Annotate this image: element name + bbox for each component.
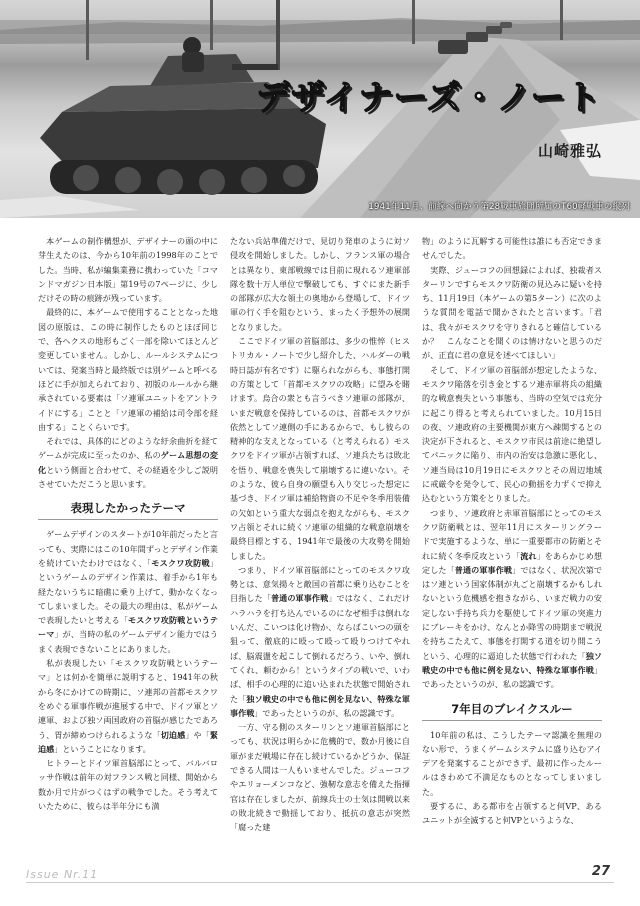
issue-number: Issue Nr.11	[26, 868, 99, 881]
paragraph: 実際、ジューコフの回想録によれば、独裁者スターリンですらモスクワ防衛の見込みに疑いを持ち、11月19日（本ゲームの第5ターン）に次のような質問を電話で聞かされたと言います。「君は、我々がモスクワを守りきれると確信しているか？ こんなことを聞くのは情けないと思うのだが、正直に君の意見を述べてほしい」	[422, 264, 602, 361]
column-3	[422, 234, 602, 862]
paragraph: つまり、ドイツ軍首脳部にとってのモスクワ攻勢とは、意気揚々と敵国の首都に乗り込むことを目指した「普通の軍事作戦」ではなく、これだけハラハラを打ち込んでいるのになぜ相手は倒れないんだ、こいつは化け物か、ならばこいつの頭を狙って、徹底的に殴って殴って殴りつけてやれば、脳震盪を起こして倒れるだろう、いや、倒れてくれ、頼むから！というタイプの戦いで、いわば、相手の心理的に追い込まれた状態で開始された「独ソ戦史の中でも他に例を見ない、特殊な軍事作戦」であったというのが、私の認識です。	[230, 564, 410, 718]
paragraph: ヒトラーとドイツ軍首脳部にとって、バルバロッサ作戦は前年の対フランス戦と同様、開始から数か月で片がつくはずの戦争でした。そう考えていたために、彼らは半年分にも満	[38, 758, 218, 811]
paragraph: 一方、守る側のスターリンとソ連軍首脳部にとっても、状況は明らかに危機的で、数か月後に自軍がまだ戦場に存在し続けているかどうか、保証できる人間は一人もいませんでした。ジューコフやエリョーメンコなど、強靭な意志を備えた指揮官は存在しましたが、前線兵士の士気は開戦以来の敗北続きで動揺しており、抵抗の意志が突然「腐った建	[230, 722, 410, 833]
section-heading: 表現したかったテーマ	[38, 497, 218, 520]
paragraph: そして、ドイツ軍の首脳部が想定したような、モスクワ陥落を引き金とするソ連赤軍将兵の組織的な戦意喪失という事態も、当時の空気では充分に起こり得ると考えられていました。10月15日の夜、ソ連政府の主要機関が東方へ疎開するとの決定が下されると、モスクワ市民は前途に絶望してパニックに陥り、市内の治安は急激に悪化し、ソ連当局は10月19日にモスクワとその周辺地域に戒厳令を発令して、民心の動揺を力ずくで抑え込むという方策をとりました。	[422, 364, 602, 504]
paragraph: ゲームデザインのスタートが10年前だったと言っても、実際にはこの10年間ずっとデザイン作業を続けていたわけではなく、「モスクワ攻防戦」というゲームのデザイン作業は、着手から1年も経たないうちに暗礁に乗り上げて、動かなくなってしまいました。その最大の理由は、私がゲームで表現したいと考える「モスクワ攻防戦というテーマ」が、当時の私のゲームデザイン能力ではうまく表現できないことにありました。	[38, 529, 218, 654]
paragraph: つまり、ソ連政府と赤軍首脳部にとってのモスクワ防衛戦とは、翌年11月にスターリングラードで実施するような、単に一重要都市の防衛とそれに続く冬季反攻という「流れ」をあらかじめ想定した「普通の軍事作戦」ではなく、状況次第ではソ連という国家体制が丸ごと崩壊するかもしれないという危機感を抱きながら、いまだ戦力の安定しない手持ち兵力を駆使してドイツ軍の突進力にブレーキをかけ、なんとか降雪の時期まで戦況を持ちこたえて、事態を打開する道を切り開こうという、心理的に逼迫した状態で行われた「独ソ戦史の中でも他に例を見ない、特殊な軍事作戦」であったというのが、私の認識です。	[422, 507, 602, 690]
paragraph: 要するに、ある都市を占領すると何VP、あるユニットが全滅すると何VPというような、	[422, 800, 602, 826]
article-body	[38, 234, 602, 862]
paragraph: 物」のように瓦解する可能性は誰にも否定できませんでした。	[422, 236, 602, 261]
paragraph: 最終的に、本ゲームで使用することとなった地図の原版は、この時に制作したものとほぼ同じで、各ヘクスの地形もごく一部を除いてほとんど変更していません。しかし、ルールシステムについては、発案当時と最終版では別ゲームと呼べるほどに手が加えられており、初版のルールから継承されている要素は「ソ連軍ユニットをアントライドにする」ことと「ソ連軍の補給は司令部を経由する」ことくらいです。	[38, 307, 218, 432]
column-1	[38, 234, 218, 862]
paragraph: 10年前の私は、こうしたテーマ認識を無理のない形で、うまくゲームシステムに盛り込むアイデアを発案することができず、最初に作ったルールはきわめて不満足なものとなってしまいました。	[422, 729, 602, 797]
column-2	[230, 234, 410, 862]
page-title: デザイナーズ・ノート	[256, 78, 601, 118]
paragraph: 私が表現したい「モスクワ攻防戦というテーマ」とは何かを簡単に説明すると、1941年の秋から冬にかけての時期に、ソ連邦の首都モスクワをめぐる軍事作戦が進展する中で、ドイツ軍とソ連軍、および独ソ両国政府の首脳が感じたであろう、胃が締めつけられるような「切迫感」や「緊迫感」ということになります。	[38, 658, 218, 754]
page-number: 27	[591, 864, 610, 879]
paragraph: たない兵站準備だけで、見切り発車のように対ソ侵攻を開始しました。しかし、フランス軍の場合とは異なり、東部戦線では目前に現れるソ連軍部隊を数十万人単位で撃破しても、すぐにまた新手の部隊が広大な領土の奥地から登場して、ドイツ軍の行く手を阻むという、まったく予想外の展開となりました。	[230, 236, 410, 332]
paragraph: ここでドイツ軍の首脳部は、多少の惟悴（ヒストリカル・ノートで少し紹介した、ハルダーの戦時日誌が有名です）に駆られながらも、事態打開の方策として「首都モスクワの攻略」に望みを賭けます。烏合の衆とも言うべきソ連軍の部隊が、いまだ戦意を保持しているのは、首都モスクワが依然としてソ連側の手にあるからで、もし彼らの精神的な支えとなっている（と考えられる）モスクワをドイツ軍が占領すれば、ソ連兵たちは敗北を悟り、戦意を喪失して崩壊するに違いない。そのような、彼ら自身の願望も入り交じった想定に基づき、ドイツ軍は補給物資の不足や冬季用装備の欠如という重大な弱点を抱えながらも、モスクワ占領とそれに続くソ連軍の組織的な戦意崩壊を最終目標とする、1941年で最後の大攻勢を開始しました。	[230, 336, 410, 561]
photo-caption: 1941年11月、前線へ向かう第28戦車旅団所属のT60軽戦車の縦列	[368, 202, 630, 212]
author-name: 山崎雅弘	[537, 142, 602, 160]
paragraph: それでは、具体的にどのような紆余曲折を経てゲームが完成に至ったのか、私のゲーム思想の変化という側面と合わせて、その経過を少しご説明させていただこうと思います。	[38, 436, 218, 490]
footer-rule	[26, 882, 614, 883]
paragraph: 本ゲームの制作構想が、デザイナーの頭の中に芽生えたのは、今から10年前の1998年のことでした。当時、私が編集業務に携わっていた「コマンドマガジン日本版」第19号の7ページに、少しだけその時の痕跡が残っています。	[38, 236, 218, 304]
section-heading: 7年目のブレイクスルー	[422, 698, 602, 721]
